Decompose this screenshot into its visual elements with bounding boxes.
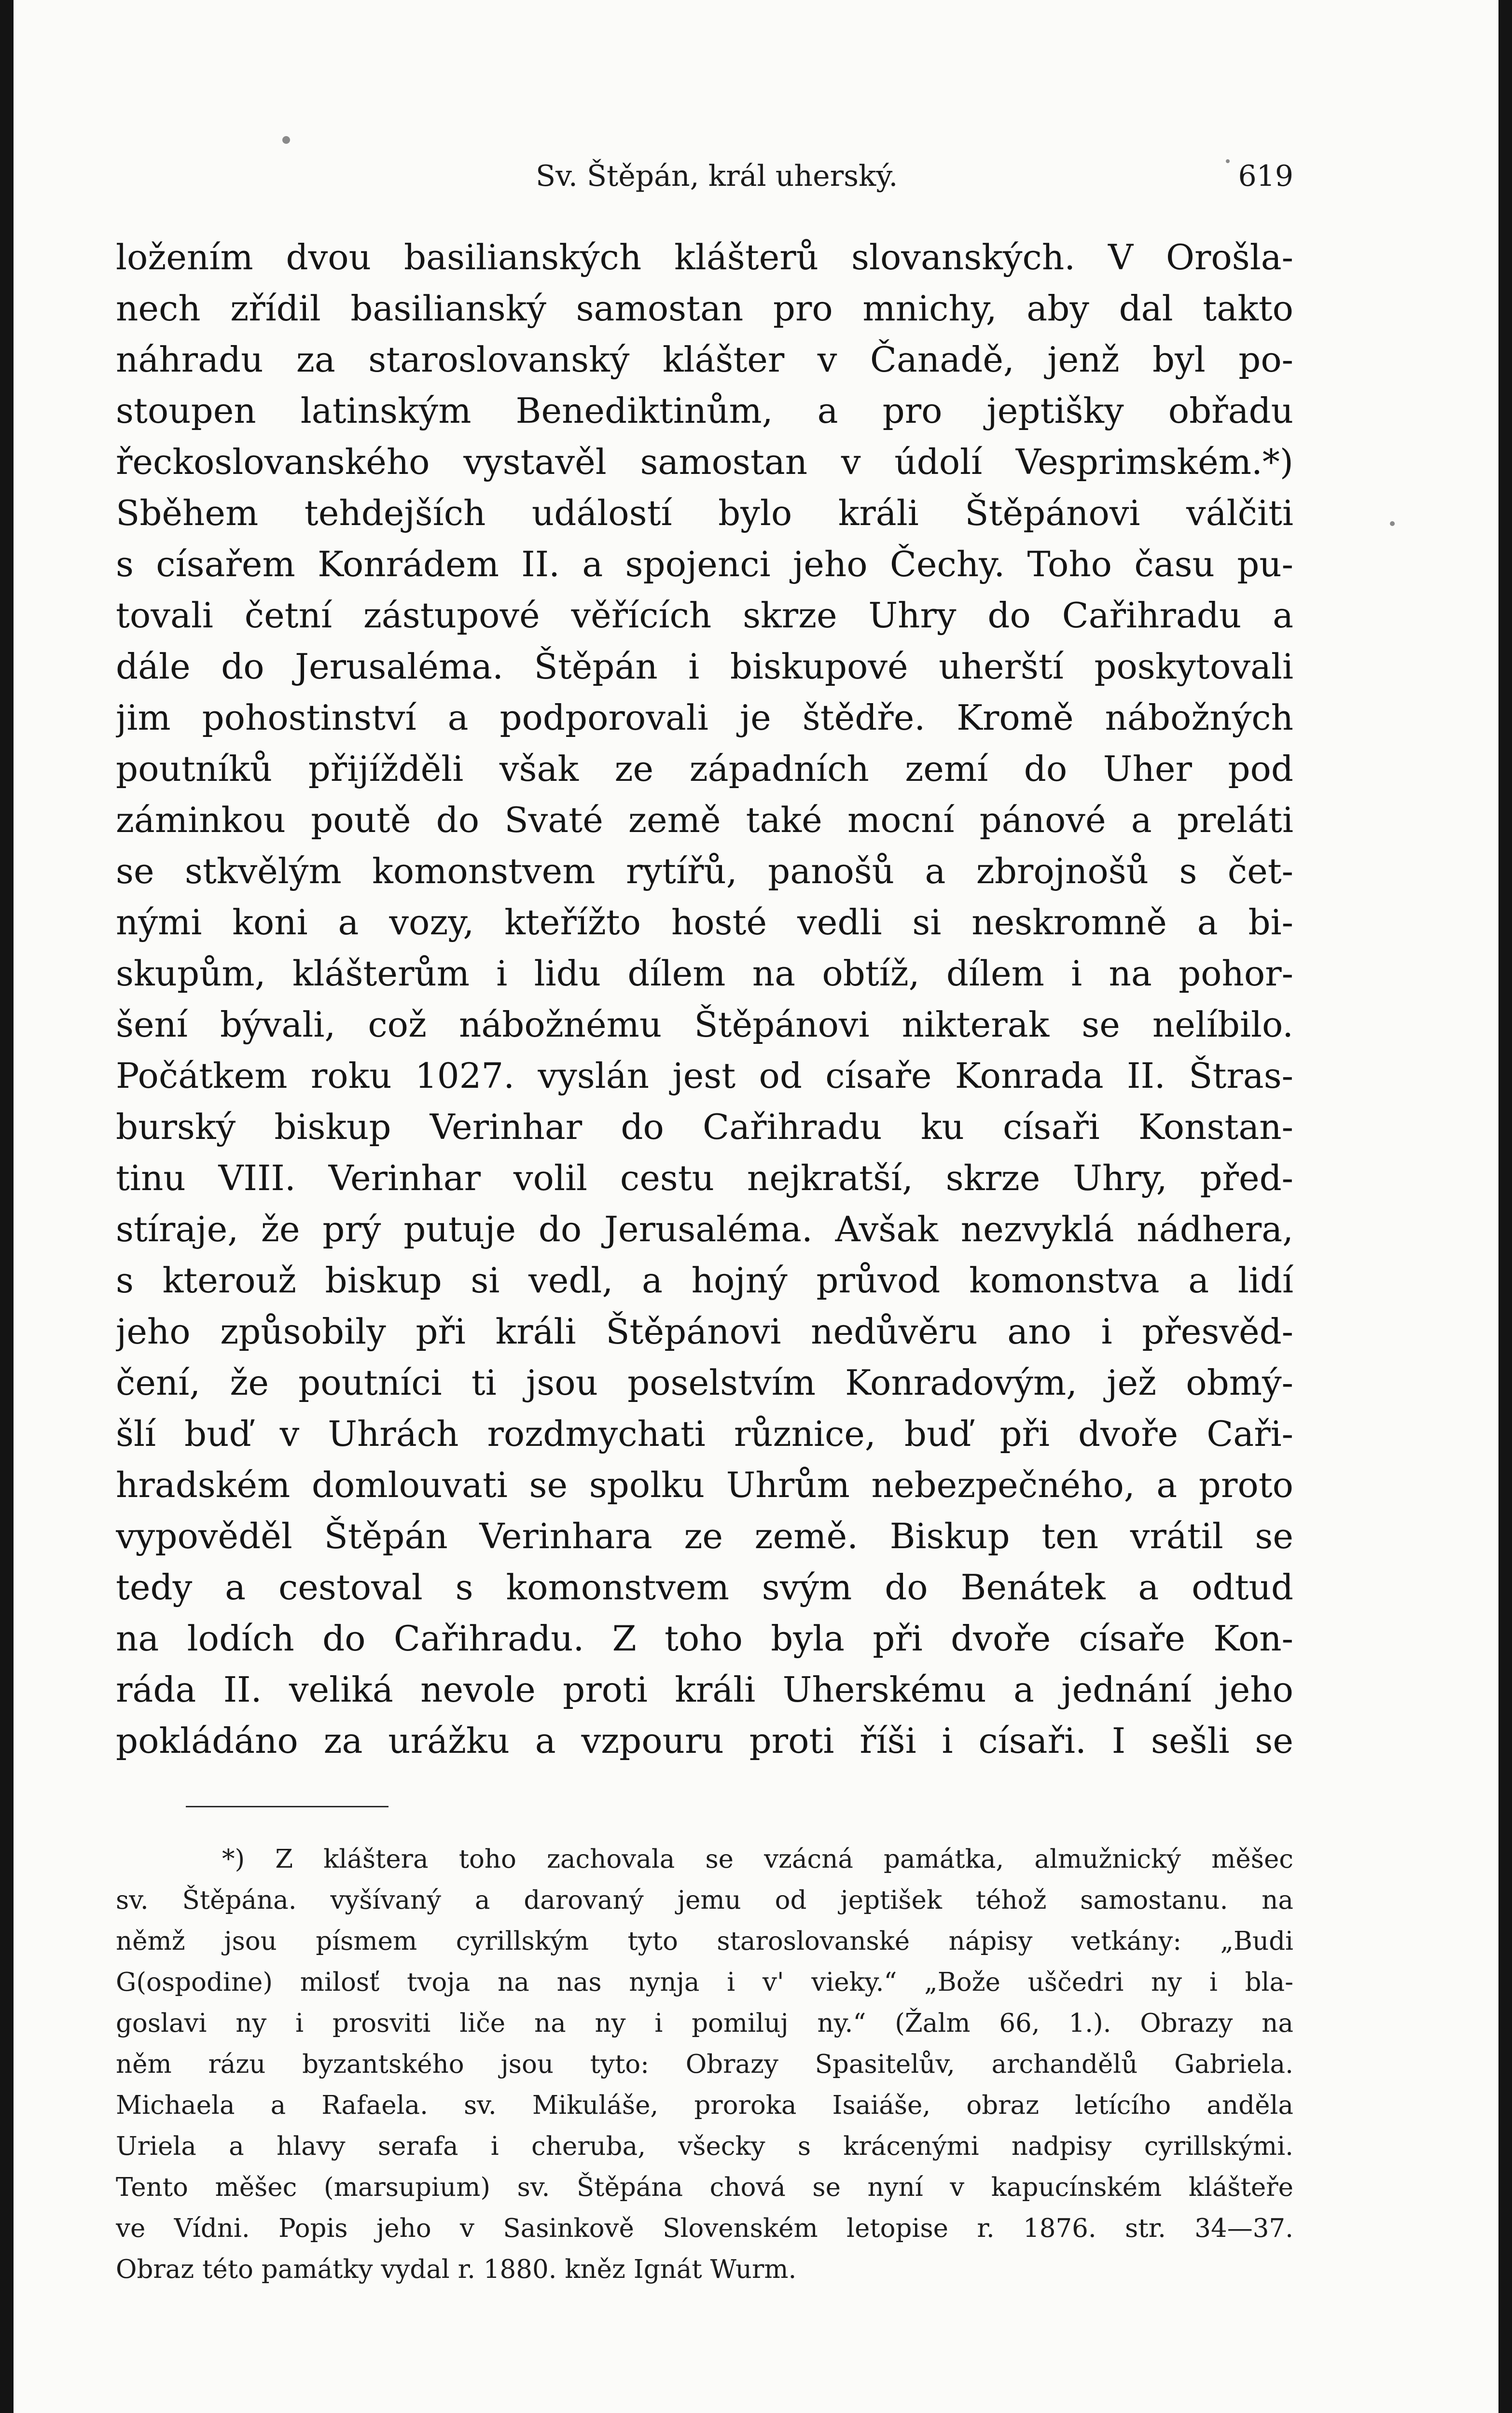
footnote-line: Tento měšec (marsupium) sv. Štěpána chová se nyní v kapucínském klášteře	[116, 2173, 1293, 2202]
footnote-line: G(ospodine) milosť tvoja na nas nynja i v' vieky.“ „Bože uščedri ny i bla-	[116, 1968, 1293, 1997]
text-line: Sběhem tehdejších událostí bylo králi Štěpánovi válčiti	[116, 493, 1293, 533]
text-line: dále do Jerusaléma. Štěpán i biskupové uherští poskytovali	[116, 646, 1293, 687]
text-line: hradském domlouvati se spolku Uhrům nebezpečného, a proto	[116, 1465, 1293, 1505]
text-line: pokládáno za urážku a vzpouru proti říši i císaři. I sešli se	[116, 1720, 1293, 1761]
text-line: ráda II. veliká nevole proti králi Uherskému a jednání jeho	[116, 1669, 1293, 1710]
footnote-line: Obraz této památky vydal r. 1880. kněz Ignát Wurm.	[116, 2255, 797, 2284]
text-line: ložením dvou basilianských klášterů slovanských. V Orošla-	[116, 237, 1293, 277]
text-line: stíraje, že prý putuje do Jerusaléma. Avšak nezvyklá nádhera,	[116, 1209, 1293, 1249]
text-line: na lodích do Cařihradu. Z toho byla při dvoře císaře Kon-	[116, 1618, 1293, 1659]
text-line: čení, že poutníci ti jsou poselstvím Konradovým, jež obmý-	[116, 1362, 1293, 1403]
footnote-line: *) Z kláštera toho zachovala se vzácná památka, almužnický měšec	[222, 1844, 1293, 1874]
text-line: jim pohostinství a podporovali je štědře. Kromě nábožných	[116, 697, 1293, 738]
text-line: náhradu za staroslovanský klášter v Čanadě, jenž byl po-	[116, 339, 1293, 380]
footnote-line: něm rázu byzantského jsou tyto: Obrazy Spasitelův, archandělů Gabriela.	[116, 2050, 1293, 2079]
scan-speck	[282, 136, 290, 144]
running-title: Sv. Štěpán, král uherský.	[536, 159, 898, 193]
text-line: šení bývali, což nábožnému Štěpánovi nikterak se nelíbilo.	[116, 1004, 1293, 1045]
text-line: burský biskup Verinhar do Cařihradu ku císaři Konstan-	[116, 1107, 1293, 1147]
text-line: skupům, klášterům i lidu dílem na obtíž, dílem i na pohor-	[116, 953, 1293, 994]
text-line: s kterouž biskup si vedl, a hojný průvod komonstva a lidí	[116, 1260, 1293, 1301]
text-line: jeho způsobily při králi Štěpánovi nedůvěru ano i přesvěd-	[116, 1311, 1293, 1352]
footnote-rule	[186, 1806, 388, 1807]
footnote-line: goslavi ny i prosviti liče na ny i pomiluj ny.“ (Žalm 66, 1.). Obrazy na	[116, 2009, 1293, 2038]
footnote-line: němž jsou písmem cyrillským tyto staroslovanské nápisy vetkány: „Budi	[116, 1927, 1293, 1956]
footnote-line: Uriela a hlavy serafa i cheruba, všecky s krácenými nadpisy cyrillskými.	[116, 2132, 1293, 2161]
footnote	[116, 1839, 1293, 2290]
page-number: 619	[1238, 159, 1293, 193]
text-line: tinu VIII. Verinhar volil cestu nejkratší, skrze Uhry, před-	[116, 1158, 1293, 1198]
text-line: poutníků přijížděli však ze západních zemí do Uher pod	[116, 749, 1293, 789]
text-line: s císařem Konrádem II. a spojenci jeho Čechy. Toho času pu-	[116, 544, 1293, 584]
text-line: záminkou poutě do Svaté země také mocní pánové a preláti	[116, 800, 1293, 840]
footnote-line: Michaela a Rafaela. sv. Mikuláše, proroka Isaiáše, obraz letícího anděla	[116, 2091, 1293, 2120]
text-line: řeckoslovanského vystavěl samostan v údolí Vesprimském.*)	[116, 442, 1293, 482]
text-line: šlí buď v Uhrách rozdmychati různice, buď při dvoře Caři-	[116, 1414, 1293, 1454]
body-text	[116, 232, 1293, 1766]
running-header	[116, 154, 1293, 208]
text-line: tovali četní zástupové věřících skrze Uhry do Cařihradu a	[116, 595, 1293, 636]
footnote-line: sv. Štěpána. vyšívaný a darovaný jemu od jeptišek téhož samostanu. na	[116, 1886, 1293, 1915]
text-line: vypověděl Štěpán Verinhara ze země. Biskup ten vrátil se	[116, 1516, 1293, 1556]
text-line: se stkvělým komonstvem rytířů, panošů a zbrojnošů s čet-	[116, 851, 1293, 891]
scan-edge-right	[1498, 0, 1512, 2413]
scan-speck	[1390, 521, 1395, 526]
text-line: tedy a cestoval s komonstvem svým do Benátek a odtud	[116, 1567, 1293, 1608]
text-line: Počátkem roku 1027. vyslán jest od císaře Konrada II. Štras-	[116, 1055, 1293, 1096]
text-line: nech zřídil basilianský samostan pro mnichy, aby dal takto	[116, 288, 1293, 329]
text-line: stoupen latinským Benediktinům, a pro jeptišky obřadu	[116, 390, 1293, 431]
footnote-line: ve Vídni. Popis jeho v Sasinkově Slovenském letopise r. 1876. str. 34—37.	[116, 2214, 1293, 2243]
text-line: nými koni a vozy, kteřížto hosté vedli si neskromně a bi-	[116, 902, 1293, 943]
scan-edge-left	[0, 0, 14, 2413]
